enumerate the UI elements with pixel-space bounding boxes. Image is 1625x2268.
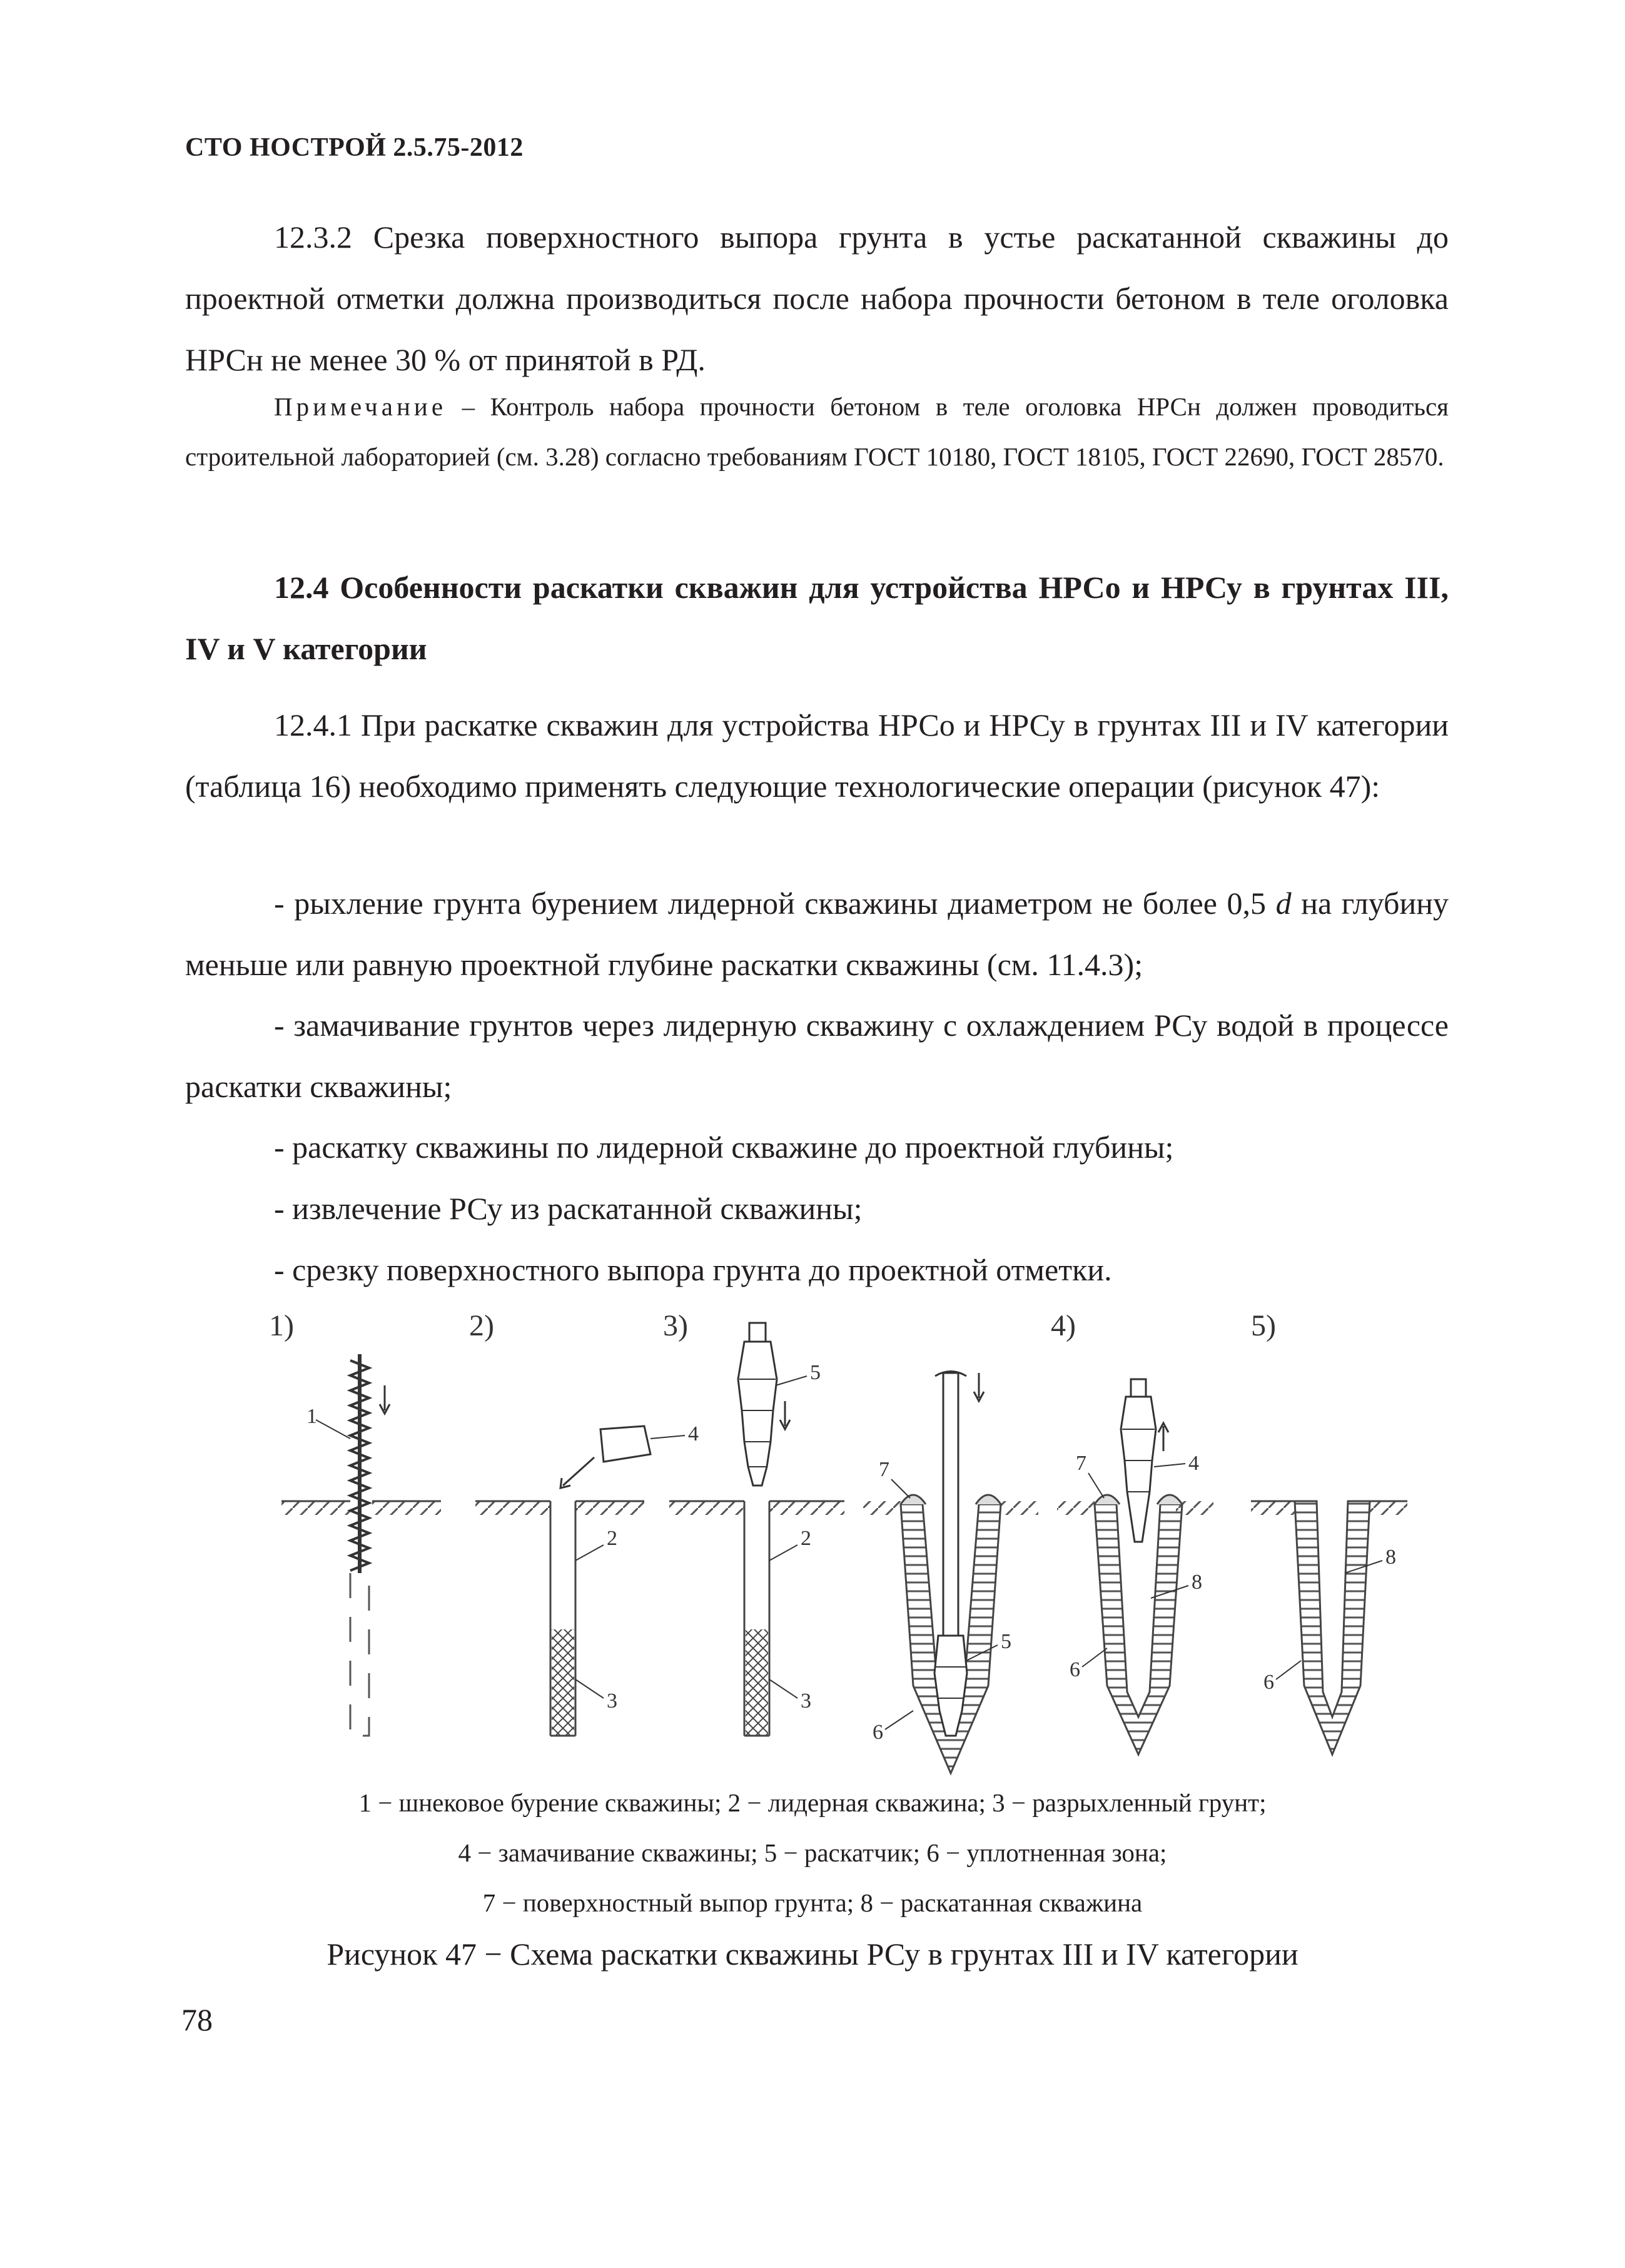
document-header: СТО НОСТРОЙ 2.5.75-2012: [185, 133, 524, 162]
callout-7b: 7: [1076, 1452, 1086, 1475]
section-heading-12-4: 12.4 Особенности раскатки скважин для устройства НРСо и НРСу в грунтах III, IV и V категории: [185, 570, 1449, 666]
step-2-leader-well: [475, 1422, 699, 1736]
step-label-3: 3): [663, 1309, 688, 1342]
list-item-rolling: - раскатку скважины по лидерной скважине до проектной глубины;: [274, 1130, 1174, 1165]
callout-6c: 6: [1263, 1671, 1274, 1694]
note: [185, 382, 1449, 482]
callout-2: 2: [607, 1527, 617, 1550]
figure-47-diagram: [263, 1298, 1407, 1792]
callout-6b: 6: [1070, 1658, 1080, 1681]
step-1-auger-drilling: [281, 1354, 441, 1736]
callout-3b: 3: [801, 1689, 811, 1713]
callout-4: 4: [688, 1422, 699, 1445]
step-label-2: 2): [469, 1309, 494, 1342]
step-rolling-in-progress: [863, 1372, 1038, 1774]
step-4-extraction: [1057, 1379, 1213, 1754]
step-5-rolled-well: [1251, 1501, 1407, 1754]
step-3-roller-positioning: [669, 1323, 844, 1736]
list-item-cutting: - срезку поверхностного выпора грунта до проектной отметки.: [274, 1252, 1112, 1287]
page-number: 78: [181, 2002, 213, 2037]
note-label: Примечание: [274, 392, 447, 421]
callout-5b: 5: [1001, 1630, 1011, 1653]
list-item-loosening: [185, 873, 1449, 995]
diameter-variable: d: [1275, 886, 1292, 921]
note-text: – Контроль набора прочности бетоном в теле оголовка НРСн должен проводиться строительной лабораторией (см. 3.28) согласно требованиям ГОСТ 10180, ГОСТ 18105, ГОСТ 22690, ГОСТ 28570.: [185, 392, 1449, 471]
figure-legend-line-2: 4 − замачивание скважины; 5 − раскатчик; 6 − уплотненная зона;: [458, 1838, 1167, 1867]
callout-5: 5: [810, 1361, 821, 1384]
callout-7: 7: [879, 1458, 889, 1481]
step-label-5: 5): [1251, 1309, 1276, 1342]
list-item-loosening-pre: - рыхление грунта бурением лидерной скважины диаметром не более 0,5: [274, 886, 1276, 921]
callout-8b: 8: [1385, 1546, 1396, 1569]
step-label-1: 1): [269, 1309, 294, 1342]
list-item-loosening-post: на глубину меньше или равную проектной глубине раскатки скважины (см. 11.4.3);: [185, 886, 1449, 982]
figure-legend-line-3: 7 − поверхностный выпор грунта; 8 − раскатанная скважина: [482, 1888, 1143, 1917]
callout-4b: 4: [1188, 1452, 1199, 1475]
paragraph-12-3-2: 12.3.2 Срезка поверхностного выпора грунта в устье раскатанной скважины до проектной отметки должна производиться после набора прочности бетоном в теле оголовка НРСн не менее 30 % от принятой в РД.: [185, 220, 1449, 377]
list-item-soaking: - замачивание грунтов через лидерную скважину с охлаждением РСу водой в процессе раскатки скважины;: [185, 1008, 1449, 1104]
callout-2b: 2: [801, 1527, 811, 1550]
figure-title: Рисунок 47 − Схема раскатки скважины РСу в грунтах III и IV категории: [327, 1936, 1298, 1972]
callout-3: 3: [607, 1689, 617, 1713]
callout-8: 8: [1192, 1571, 1202, 1594]
well-rolling-scheme: [263, 1298, 1407, 1792]
callout-6: 6: [873, 1721, 883, 1744]
paragraph-12-4-1: 12.4.1 При раскатке скважин для устройства НРСо и НРСу в грунтах III и IV категории (таблица 16) необходимо применять следующие технологические операции (рисунок 47):: [185, 707, 1449, 804]
list-item-extraction: - извлечение РСу из раскатанной скважины;: [274, 1191, 863, 1226]
figure-legend-line-1: 1 − шнековое бурение скважины; 2 − лидерная скважина; 3 − разрыхленный грунт;: [358, 1788, 1267, 1817]
callout-1: 1: [306, 1405, 317, 1428]
step-label-4: 4): [1051, 1309, 1076, 1342]
